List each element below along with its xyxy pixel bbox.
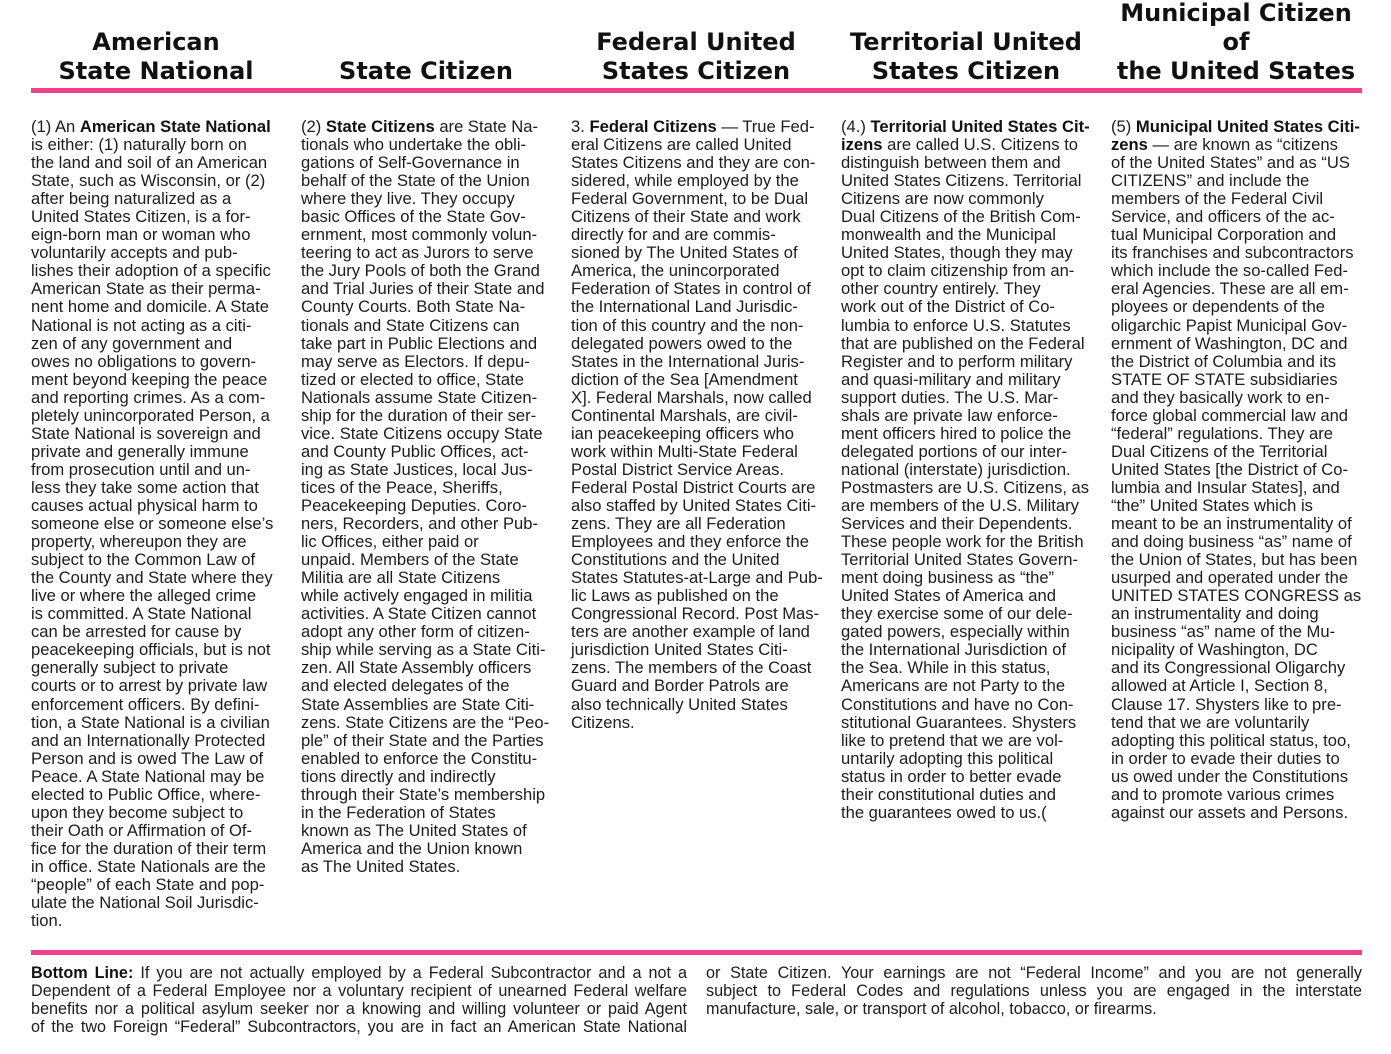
column-text-line: other country entirely. They bbox=[841, 279, 1041, 299]
column-text-line: ters are another example of land bbox=[571, 622, 810, 642]
column-text-line: usurped and operated under the bbox=[1111, 568, 1349, 588]
column-term: Municipal United States Citi- bbox=[1135, 117, 1360, 136]
column-text-line: where they live. They occupy bbox=[301, 189, 515, 209]
column-text-line: after being naturalized as a bbox=[31, 189, 232, 209]
column-body bbox=[301, 136, 551, 876]
column-text-line: and they basically work to en- bbox=[1111, 387, 1330, 407]
column-text-line: opt to claim citizenship from an- bbox=[841, 261, 1075, 281]
header-line: States Citizen bbox=[601, 57, 791, 85]
column-text-line: nicipality of Washington, DC bbox=[1111, 640, 1318, 660]
column-federal-citizen bbox=[571, 118, 821, 732]
column-text-line: of the United States” and as “US bbox=[1111, 153, 1350, 173]
column-state-citizen bbox=[301, 118, 551, 876]
column-text-line: and elected delegates of the bbox=[301, 676, 510, 696]
header-territorial-united-states-citizen bbox=[841, 28, 1091, 86]
column-text-line: enforcement officers. By defini- bbox=[31, 694, 260, 714]
column-text-line: untarily adopting this political bbox=[841, 748, 1054, 768]
column-text-line: and doing business “as” name of bbox=[1111, 532, 1352, 552]
column-text-line: X]. Federal Marshals, now called bbox=[571, 387, 812, 407]
column-text-line: Guard and Border Patrols are bbox=[571, 676, 789, 696]
column-text-line: and to promote various crimes bbox=[1111, 784, 1335, 804]
column-text-line: delegated portions of our inter- bbox=[841, 441, 1068, 461]
column-text-line: lic Laws as published on the bbox=[571, 586, 779, 606]
column-text-line: teering to act as Jurors to serve bbox=[301, 243, 534, 263]
header-line: American bbox=[92, 28, 220, 56]
column-text-line: tion of this country and the non- bbox=[571, 315, 804, 335]
column-text-line: in order to evade their duties to bbox=[1111, 748, 1340, 768]
column-text-line: delegated powers owed to the bbox=[571, 333, 793, 353]
bottom-line-first bbox=[31, 964, 687, 982]
column-text-line: tions directly and indirectly bbox=[301, 766, 496, 786]
column-lead: (4.) bbox=[841, 117, 871, 136]
column-lead: (1) An bbox=[31, 117, 80, 136]
column-text-line: tion. bbox=[31, 911, 63, 931]
column-text-line: “the” United States which is bbox=[1111, 495, 1313, 515]
column-text-line: directly for and are commis- bbox=[571, 225, 776, 245]
column-term: State Citizens bbox=[325, 117, 435, 136]
column-text-line: fice for the duration of their term bbox=[31, 838, 267, 858]
column-text-line: Services and their Dependents. bbox=[841, 514, 1073, 534]
column-text-line: while actively engaged in militia bbox=[301, 586, 533, 606]
column-text-line: Peacekeeping Deputies. Coro- bbox=[301, 495, 527, 515]
column-term: Federal Citizens bbox=[589, 117, 717, 136]
column-text-line: eign-born man or woman who bbox=[31, 225, 251, 245]
bottom-line-text: or State Citizen. Your earnings are not “Federal Income” and you are not generally bbox=[706, 964, 1362, 982]
column-text-line: known as The United States of bbox=[301, 820, 527, 840]
column-text-line: against our assets and Persons. bbox=[1111, 802, 1349, 822]
header-line: Municipal Citizen of bbox=[1120, 0, 1352, 56]
column-text-line: zen. All State Assembly officers bbox=[301, 658, 532, 678]
column-text-line: jurisdiction United States Citi- bbox=[571, 640, 788, 660]
document-page bbox=[31, 0, 1362, 1054]
column-text-line: United States [the District of Co- bbox=[1111, 459, 1349, 479]
column-text-line: tices of the Peace, Sheriffs, bbox=[301, 477, 503, 497]
column-first-line bbox=[1111, 118, 1361, 136]
column-text-line: force global commercial law and bbox=[1111, 405, 1349, 425]
column-text-line: basic Offices of the State Gov- bbox=[301, 207, 526, 227]
header-line: State National bbox=[58, 57, 254, 85]
column-text-line: monwealth and the Municipal bbox=[841, 225, 1056, 245]
column-text-line: Federal Postal District Courts are bbox=[571, 477, 816, 497]
column-text-line: are members of the U.S. Military bbox=[841, 495, 1079, 515]
column-text-line: Person and is owed The Law of bbox=[31, 748, 264, 768]
column-text-line: State National is sovereign and bbox=[31, 423, 261, 443]
column-lead: (2) bbox=[301, 117, 326, 136]
column-text-line: their Oath or Affirmation of Of- bbox=[31, 820, 253, 840]
bottom-line-text: benefits nor a political asylum seeker nor a knowing and willing volunteer or paid Agent bbox=[31, 1000, 687, 1018]
column-text-line: ian peacekeeping officers who bbox=[571, 423, 794, 443]
column-text-line: in the Federation of States bbox=[301, 802, 496, 822]
column-text-line: oligarchic Papist Municipal Gov- bbox=[1111, 315, 1348, 335]
column-text-line: State Assemblies are State Citi- bbox=[301, 694, 535, 714]
column-text-line: diction of the Sea [Amendment bbox=[571, 369, 798, 389]
column-text-line: ship for the duration of their ser- bbox=[301, 405, 537, 425]
column-text-line: ship while serving as a State Citi- bbox=[301, 640, 546, 660]
column-tail: are called U.S. Citizens to bbox=[882, 135, 1079, 155]
column-tail: — True Fed- bbox=[716, 117, 815, 136]
column-text-line: UNITED STATES CONGRESS as bbox=[1111, 586, 1362, 606]
column-text-line: its franchises and subcontractors bbox=[1111, 243, 1354, 263]
column-territorial-citizen bbox=[841, 118, 1091, 822]
column-text-line: they exercise some of our dele- bbox=[841, 604, 1073, 624]
column-text-line: “people” of each State and pop- bbox=[31, 874, 265, 894]
bottom-line-text: subject to Federal Codes and regulations unless you are engaged in the interstate bbox=[706, 982, 1362, 1000]
column-headers bbox=[31, 0, 1362, 86]
column-text-line: Peace. A State National may be bbox=[31, 766, 265, 786]
column-text-line: peacekeeping officials, but is not bbox=[31, 640, 271, 660]
column-text-line: can be arrested for cause by bbox=[31, 622, 242, 642]
column-text-line: States Statutes-at-Large and Pub- bbox=[571, 568, 823, 588]
column-text-line: distinguish between them and bbox=[841, 153, 1061, 173]
column-lead: (5) bbox=[1111, 117, 1136, 136]
column-text-line: and Trial Juries of their State and bbox=[301, 279, 545, 299]
column-first-line bbox=[571, 118, 821, 136]
column-body bbox=[571, 136, 821, 732]
column-text-line: generally subject to private bbox=[31, 658, 229, 678]
column-text-line: take part in Public Elections and bbox=[301, 333, 538, 353]
column-text-line: ment doing business as “the” bbox=[841, 568, 1055, 588]
column-text-line: Militia are all State Citizens bbox=[301, 568, 501, 588]
column-text-line: also staffed by United States Citi- bbox=[571, 495, 817, 515]
column-text-line: and an Internationally Protected bbox=[31, 730, 266, 750]
column-text-line: eral Agencies. These are all em- bbox=[1111, 279, 1349, 299]
column-text-line: Service, and officers of the ac- bbox=[1111, 207, 1335, 227]
bottom-line-left bbox=[31, 964, 687, 1036]
column-text-line: Territorial United States Govern- bbox=[841, 550, 1079, 570]
column-text-line: ners, Recorders, and other Pub- bbox=[301, 514, 539, 534]
column-text-line: voluntarily accepts and pub- bbox=[31, 243, 238, 263]
column-text-line: CITIZENS” and include the bbox=[1111, 171, 1310, 191]
column-text-line: sidered, while employed by the bbox=[571, 171, 799, 191]
column-text-line: the Union of States, but has been bbox=[1111, 550, 1358, 570]
column-text-line: that are published on the Federal bbox=[841, 333, 1085, 353]
header-federal-united-states-citizen bbox=[571, 28, 821, 86]
column-text-line: meant to be an instrumentality of bbox=[1111, 514, 1352, 534]
header-line: the United States bbox=[1116, 57, 1356, 85]
column-term-continued: izens bbox=[841, 135, 883, 155]
column-text-line: us owed under the Constitutions bbox=[1111, 766, 1349, 786]
column-text-line: ple” of their State and the Parties bbox=[301, 730, 544, 750]
column-text-line: pletely unincorporated Person, a bbox=[31, 405, 270, 425]
column-text-line: and County Public Offices, act- bbox=[301, 441, 529, 461]
column-text-line: an instrumentality and doing bbox=[1111, 604, 1319, 624]
column-text-line: upon they become subject to bbox=[31, 802, 244, 822]
column-text-line: the District of Columbia and its bbox=[1111, 351, 1337, 371]
column-american-state-national bbox=[31, 118, 281, 930]
column-text-line: members of the Federal Civil bbox=[1111, 189, 1324, 209]
column-text-line: which include the so-called Fed- bbox=[1111, 261, 1349, 281]
column-text-line: zens. They are all Federation bbox=[571, 514, 786, 534]
column-text-line: also technically United States bbox=[571, 694, 788, 714]
header-line: States Citizen bbox=[871, 57, 1061, 85]
column-text-line: less they take some action that bbox=[31, 477, 259, 497]
column-text-line: Congressional Record. Post Mas- bbox=[571, 604, 820, 624]
column-text-line: lic Offices, either paid or bbox=[301, 532, 479, 552]
column-text-line: may serve as Electors. If depu- bbox=[301, 351, 530, 371]
column-text-line: American State as their perma- bbox=[31, 279, 261, 299]
column-text-line: vice. State Citizens occupy State bbox=[301, 423, 543, 443]
column-text-line: tion, a State National is a civilian bbox=[31, 712, 270, 732]
column-text-line: United States Citizen, is a for- bbox=[31, 207, 251, 227]
header-line: Federal United bbox=[596, 28, 796, 56]
column-text-line: Postmasters are U.S. Citizens, as bbox=[841, 477, 1090, 497]
column-term: American State National bbox=[79, 117, 271, 136]
column-text-line: subject to the Common Law of bbox=[31, 550, 256, 570]
column-text-line: work within Multi-State Federal bbox=[571, 441, 798, 461]
column-text-line: lishes their adoption of a specific bbox=[31, 261, 271, 281]
column-municipal-citizen bbox=[1111, 118, 1361, 822]
column-text-line: Nationals assume State Citizen- bbox=[301, 387, 538, 407]
column-tail: — are known as “citizens bbox=[1147, 135, 1338, 155]
column-text-line: national (interstate) jurisdiction. bbox=[841, 459, 1071, 479]
column-first-line bbox=[31, 118, 281, 136]
column-text-line: work out of the District of Co- bbox=[841, 297, 1055, 317]
column-text-line: stitutional Guarantees. Shysters bbox=[841, 712, 1077, 732]
column-text-line: Dual Citizens of the Territorial bbox=[1111, 441, 1328, 461]
column-text-line: Employees and they enforce the bbox=[571, 532, 809, 552]
column-text-line: through their State’s membership bbox=[301, 784, 546, 804]
column-text-line: and reporting crimes. As a com- bbox=[31, 387, 266, 407]
column-text-line: County Courts. Both State Na- bbox=[301, 297, 526, 317]
column-text-line: tual Municipal Corporation and bbox=[1111, 225, 1337, 245]
bottom-line-text: Dependent of a Federal Employee nor a voluntary recipient of unearned Federal welfare bbox=[31, 982, 687, 1000]
column-text-line: the International Jurisdiction of bbox=[841, 640, 1067, 660]
header-state-citizen bbox=[301, 28, 551, 86]
column-text-line: activities. A State Citizen cannot bbox=[301, 604, 537, 624]
column-text-line: in office. State Nationals are the bbox=[31, 856, 266, 876]
column-body bbox=[841, 154, 1091, 822]
column-term: Territorial United States Cit- bbox=[870, 117, 1090, 136]
column-text-line: nent home and domicile. A State bbox=[31, 297, 269, 317]
bottom-line-text: of the two Foreign “Federal” Subcontractors, you are in fact an American State National bbox=[31, 1018, 687, 1036]
column-text-line: ulate the National Soil Jurisdic- bbox=[31, 893, 259, 913]
column-text-line: their constitutional duties and bbox=[841, 784, 1056, 804]
column-text-line: Constitutions and have no Con- bbox=[841, 694, 1074, 714]
column-text-line: Citizens. bbox=[571, 712, 635, 732]
column-second-line bbox=[1111, 136, 1361, 154]
column-text-line: the Jury Pools of both the Grand bbox=[301, 261, 540, 281]
column-text-line: ployees or dependents of the bbox=[1111, 297, 1326, 317]
header-municipal-citizen bbox=[1111, 0, 1361, 86]
column-text-line: ment beyond keeping the peace bbox=[31, 369, 268, 389]
column-text-line: ernment of Washington, DC and bbox=[1111, 333, 1348, 353]
column-text-line: Constitutions and the United bbox=[571, 550, 780, 570]
column-text-line: Dual Citizens of the British Com- bbox=[841, 207, 1081, 227]
column-text-line: Postal District Service Areas. bbox=[571, 459, 785, 479]
header-line: State Citizen bbox=[339, 57, 513, 85]
column-text-line: owes no obligations to govern- bbox=[31, 351, 257, 371]
column-text-line: America, the unincorporated bbox=[571, 261, 780, 281]
column-text-line: allowed at Article I, Section 8, bbox=[1111, 676, 1328, 696]
column-body bbox=[31, 136, 281, 930]
column-text-line: eral Citizens are called United bbox=[571, 135, 792, 155]
column-text-line: the International Land Jurisdic- bbox=[571, 297, 798, 317]
column-text-line: Citizens of their State and work bbox=[571, 207, 801, 227]
column-lead: 3. bbox=[571, 117, 590, 136]
bottom-line-text: manufacture, sale, or transport of alcohol, tobacco, or firearms. bbox=[706, 1000, 1157, 1018]
column-text-line: tionals who undertake the obli- bbox=[301, 135, 527, 155]
column-text-line: United States, though they may bbox=[841, 243, 1073, 263]
column-first-line bbox=[301, 118, 551, 136]
column-text-line: courts or to arrest by private law bbox=[31, 676, 268, 696]
column-text-line: and its Congressional Oligarchy bbox=[1111, 658, 1346, 678]
column-text-line: Federal Government, to be Dual bbox=[571, 189, 809, 209]
column-text-line: United States of America and bbox=[841, 586, 1056, 606]
column-text-line: private and generally immune bbox=[31, 441, 249, 461]
column-text-line: causes actual physical harm to bbox=[31, 495, 258, 515]
column-text-line: These people work for the British bbox=[841, 532, 1084, 552]
column-text-line: lumbia to enforce U.S. Statutes bbox=[841, 315, 1071, 335]
column-text-line: adopting this political status, too, bbox=[1111, 730, 1351, 750]
column-text-line: America and the Union known bbox=[301, 838, 523, 858]
column-text-line: gations of Self-Governance in bbox=[301, 153, 520, 173]
column-text-line: business “as” name of the Mu- bbox=[1111, 622, 1336, 642]
column-text-line: is committed. A State National bbox=[31, 604, 252, 624]
header-american-state-national bbox=[31, 28, 281, 86]
column-text-line: STATE OF STATE subsidiaries bbox=[1111, 369, 1338, 389]
column-text-line: the guarantees owed to us.( bbox=[841, 802, 1047, 822]
column-text-line: United States Citizens. Territorial bbox=[841, 171, 1082, 191]
column-text-line: Americans are not Party to the bbox=[841, 676, 1066, 696]
column-text-line: Clause 17. Shysters like to pre- bbox=[1111, 694, 1342, 714]
bottom-line-right bbox=[706, 964, 1362, 1018]
column-text-line: adopt any other form of citizen- bbox=[301, 622, 530, 642]
top-divider bbox=[31, 88, 1362, 93]
column-text-line: zen of any government and bbox=[31, 333, 233, 353]
column-text-line: States Citizens and they are con- bbox=[571, 153, 816, 173]
column-text-line: National is not acting as a citi- bbox=[31, 315, 252, 335]
column-text-line: Continental Marshals, are civil- bbox=[571, 405, 798, 425]
column-text-line: zens. State Citizens are the “Peo- bbox=[301, 712, 550, 732]
column-text-line: State, such as Wisconsin, or (2) bbox=[31, 171, 266, 191]
bottom-divider bbox=[31, 950, 1362, 955]
column-text-line: the County and State where they bbox=[31, 568, 273, 588]
column-text-line: tized or elected to office, State bbox=[301, 369, 524, 389]
column-text-line: lumbia and Insular States], and bbox=[1111, 477, 1340, 497]
column-first-line bbox=[841, 118, 1091, 136]
column-text-line: behalf of the State of the Union bbox=[301, 171, 530, 191]
column-text-line: property, whereupon they are bbox=[31, 532, 247, 552]
column-text-line: tionals and State Citizens can bbox=[301, 315, 520, 335]
column-text-line: shals are private law enforce- bbox=[841, 405, 1058, 425]
column-second-line bbox=[841, 136, 1091, 154]
column-text-line: live or where the alleged crime bbox=[31, 586, 257, 606]
column-text-line: Federation of States in control of bbox=[571, 279, 811, 299]
column-text-line: someone else or someone else’s bbox=[31, 514, 274, 534]
column-text-line: ing as State Justices, local Jus- bbox=[301, 459, 533, 479]
column-text-line: sioned by The United States of bbox=[571, 243, 798, 263]
column-text-line: the land and soil of an American bbox=[31, 153, 268, 173]
column-text-line: tend that we are voluntarily bbox=[1111, 712, 1310, 732]
column-text-line: “federal” regulations. They are bbox=[1111, 423, 1333, 443]
bottom-line-label: Bottom Line: bbox=[31, 964, 134, 982]
column-tail: are State Na- bbox=[434, 117, 539, 136]
column-text-line: zens. The members of the Coast bbox=[571, 658, 812, 678]
column-text-line: unpaid. Members of the State bbox=[301, 550, 519, 570]
column-text-line: the Sea. While in this status, bbox=[841, 658, 1051, 678]
column-text-line: status in order to better evade bbox=[841, 766, 1062, 786]
column-text-line: support duties. The U.S. Mar- bbox=[841, 387, 1059, 407]
column-text-line: gated powers, especially within bbox=[841, 622, 1070, 642]
column-text-line: ernment, most commonly volun- bbox=[301, 225, 538, 245]
column-text-line: elected to Public Office, where- bbox=[31, 784, 261, 804]
column-text-line: Register and to perform military bbox=[841, 351, 1073, 371]
bottom-line-text: If you are not actually employed by a Federal Subcontractor and a not a bbox=[133, 964, 688, 982]
header-line: Territorial United bbox=[850, 28, 1082, 56]
column-body bbox=[1111, 154, 1361, 822]
column-text-line: is either: (1) naturally born on bbox=[31, 135, 247, 155]
column-text-line: as The United States. bbox=[301, 856, 461, 876]
column-text-line: and quasi-military and military bbox=[841, 369, 1061, 389]
column-text-line: ment officers hired to police the bbox=[841, 423, 1072, 443]
column-text-line: States in the International Juris- bbox=[571, 351, 805, 371]
column-text-line: from prosecution until and un- bbox=[31, 459, 251, 479]
column-term-continued: zens bbox=[1111, 135, 1148, 155]
column-text-line: enabled to enforce the Constitu- bbox=[301, 748, 538, 768]
column-text-line: Citizens are now commonly bbox=[841, 189, 1044, 209]
column-text-line: like to pretend that we are vol- bbox=[841, 730, 1064, 750]
